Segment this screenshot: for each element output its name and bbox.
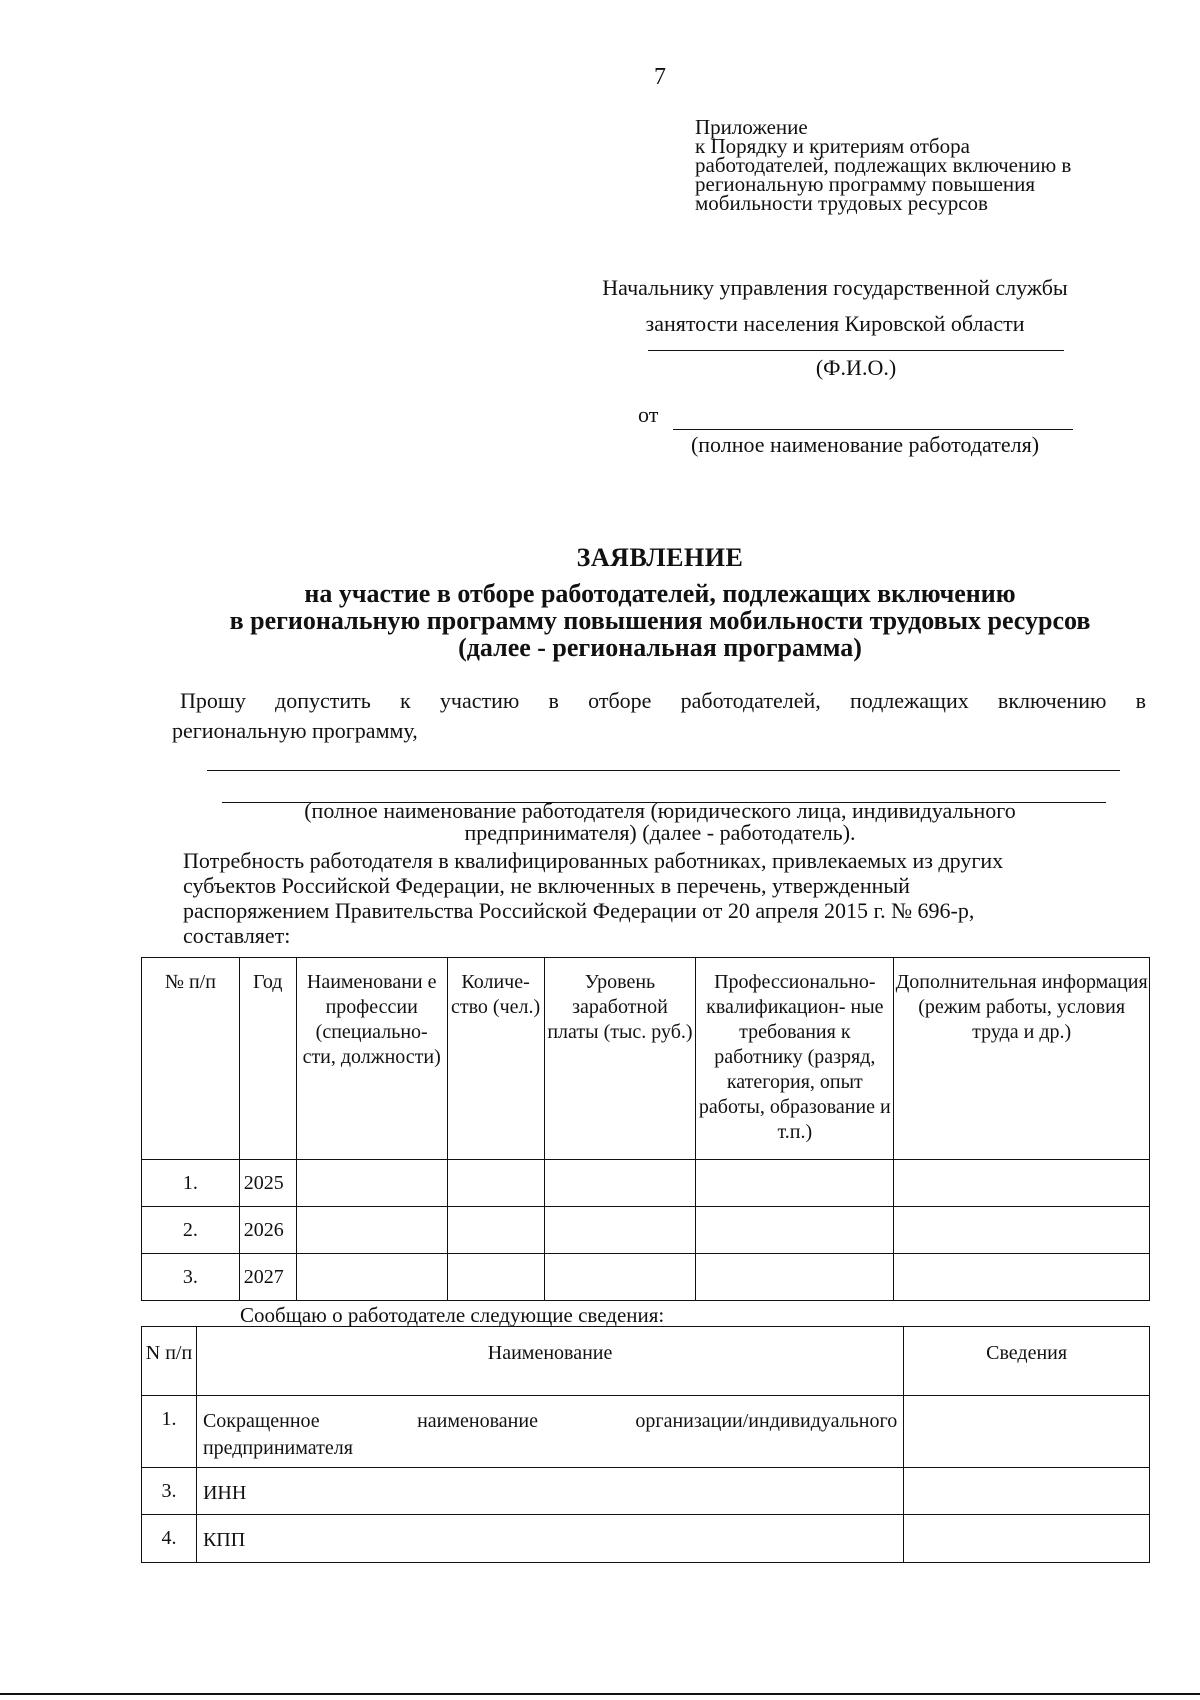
needs-table	[141, 957, 1150, 1301]
cell-salary[interactable]	[544, 1207, 696, 1254]
cell-profession[interactable]	[296, 1254, 447, 1301]
table-row	[142, 1396, 1150, 1468]
row-num: 3.	[142, 1468, 197, 1515]
subtitle-line: на участие в отборе работодателей, подлежащих включению	[304, 579, 1016, 608]
employer-caption: (полное наименование работодателя)	[690, 432, 1040, 457]
fio-caption: (Ф.И.О.)	[815, 355, 897, 380]
header-profession: Наименовани е профессии (специально- сти, должности)	[296, 958, 447, 1160]
appendix-note	[695, 115, 1072, 215]
cell-quantity[interactable]	[447, 1254, 544, 1301]
subtitle-line: в региональную программу повышения мобильности трудовых ресурсов	[229, 606, 1091, 635]
row-num: 3.	[142, 1254, 240, 1301]
header-year: Год	[239, 958, 296, 1160]
table-row	[142, 1468, 1150, 1515]
row-year: 2027	[239, 1254, 296, 1301]
request-line: Прошу допустить к участию в отборе работодателей, подлежащих включению в	[180, 688, 1146, 713]
row-name: КПП	[196, 1515, 903, 1563]
cell-info[interactable]	[904, 1396, 1150, 1468]
report-text: Сообщаю о работодателе следующие сведения:	[240, 1303, 665, 1327]
header-num: № п/п	[142, 958, 240, 1160]
need-line: субъектов Российской Федерации, не включенных в перечень, утвержденный	[183, 873, 910, 898]
caption-line: (полное наименование работодателя (юридического лица, индивидуального	[304, 798, 1016, 823]
header-additional: Дополнительная информация (режим работы, условия труда и др.)	[894, 958, 1150, 1160]
appendix-line: Приложение	[695, 115, 808, 139]
page-bottom-edge	[0, 1693, 1200, 1695]
appendix-line: мобильности трудовых ресурсов	[695, 191, 988, 215]
header-salary: Уровень заработной платы (тыс. руб.)	[544, 958, 696, 1160]
cell-requirements[interactable]	[696, 1207, 894, 1254]
cell-info[interactable]	[904, 1468, 1150, 1515]
request-paragraph	[172, 686, 1146, 746]
table-row	[142, 1515, 1150, 1563]
table-row	[142, 1207, 1150, 1254]
table-row	[142, 1254, 1150, 1301]
addressee-line: занятости населения Кировской области	[645, 311, 1025, 336]
appendix-line: работодателей, подлежащих включению в	[695, 153, 1072, 177]
need-line: Потребность работодателя в квалифицированных работниках, привлекаемых из других	[183, 848, 1004, 873]
appendix-line: к Порядку и критериям отбора	[695, 134, 970, 158]
row-name	[196, 1396, 903, 1468]
table-row	[142, 1160, 1150, 1207]
row-year: 2025	[239, 1160, 296, 1207]
row-num: 1.	[142, 1160, 240, 1207]
addressee	[560, 270, 1110, 342]
cell-requirements[interactable]	[696, 1254, 894, 1301]
cell-profession[interactable]	[296, 1207, 447, 1254]
appendix-line: региональную программу повышения	[695, 172, 1036, 196]
cell-salary[interactable]	[544, 1160, 696, 1207]
header-requirements: Профессионально- квалификацион- ные требования к работнику (разряд, категория, опыт работы, образование и т.п.)	[696, 958, 894, 1160]
header-name: Наименование	[196, 1327, 903, 1396]
request-line: региональную программу,	[172, 718, 418, 743]
cell-additional[interactable]	[894, 1160, 1150, 1207]
addressee-line: Начальнику управления государственной службы	[602, 275, 1068, 300]
document-title: ЗАЯВЛЕНИЕ	[576, 543, 744, 572]
subtitle-line: (далее - региональная программа)	[458, 633, 862, 662]
employer-full-name-caption	[200, 800, 1120, 844]
employer-name-line-1[interactable]	[207, 770, 1120, 771]
info-table	[141, 1326, 1150, 1563]
from-label: от	[638, 402, 659, 427]
need-line: распоряжением Правительства Российской Федерации от 20 апреля 2015 г. № 696-р,	[183, 898, 975, 923]
header-info: Сведения	[904, 1327, 1150, 1396]
row-name: ИНН	[196, 1468, 903, 1515]
employer-field-line[interactable]	[673, 429, 1073, 430]
cell-info[interactable]	[904, 1515, 1150, 1563]
header-num: N п/п	[142, 1327, 197, 1396]
row-num: 1.	[142, 1396, 197, 1468]
cell-requirements[interactable]	[696, 1160, 894, 1207]
fio-field-line[interactable]	[648, 350, 1064, 351]
cell-quantity[interactable]	[447, 1207, 544, 1254]
page-number: 7	[654, 64, 666, 90]
cell-quantity[interactable]	[447, 1160, 544, 1207]
cell-salary[interactable]	[544, 1254, 696, 1301]
row-num: 4.	[142, 1515, 197, 1563]
cell-additional[interactable]	[894, 1254, 1150, 1301]
row-name-line: предпринимателя	[202, 1437, 353, 1459]
row-num: 2.	[142, 1207, 240, 1254]
row-year: 2026	[239, 1207, 296, 1254]
caption-line: предпринимателя) (далее - работодатель).	[464, 820, 856, 845]
need-paragraph	[183, 848, 1143, 948]
need-line: составляет:	[183, 923, 291, 948]
header-quantity: Количе- ство (чел.)	[447, 958, 544, 1160]
row-name-line: Сокращенное наименование организации/индивидуального	[202, 1410, 898, 1432]
cell-profession[interactable]	[296, 1160, 447, 1207]
document-subtitle	[130, 580, 1190, 661]
cell-additional[interactable]	[894, 1207, 1150, 1254]
